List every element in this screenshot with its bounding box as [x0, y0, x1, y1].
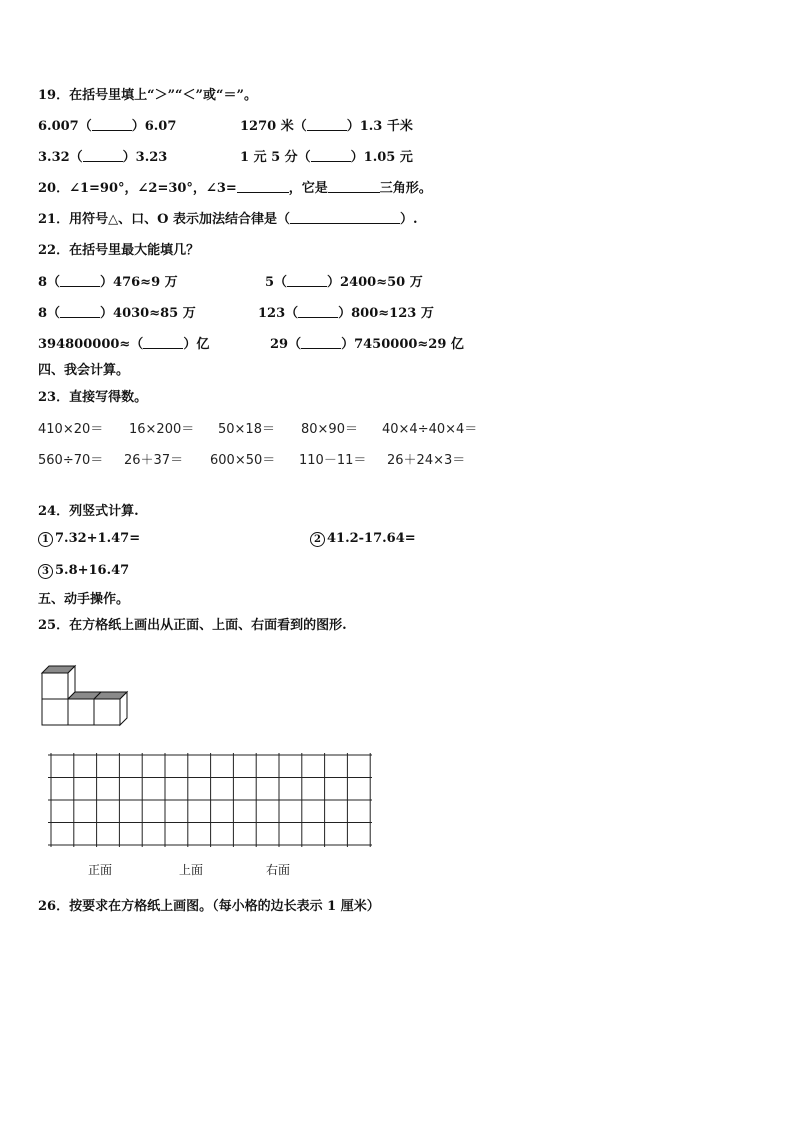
q26-title: 26．按要求在方格纸上画图。（每小格的边长表示 1 厘米）: [38, 899, 380, 914]
calc-item: 26＋24×3＝: [387, 453, 466, 468]
circled-number: 3: [38, 564, 53, 579]
vertical-calc-item-3: 3 5.8+16.47: [38, 563, 129, 579]
q24-title: 24．列竖式计算.: [38, 504, 139, 519]
q20: 20．∠1=90°，∠2=30°，∠3= ，它是 三角形。: [38, 181, 432, 196]
q19-item-1: 6.007（ ）6.07: [38, 119, 177, 134]
answer-blank[interactable]: [290, 211, 400, 224]
calc-item: 600×50＝: [210, 453, 276, 468]
q19-title: 19．在括号里填上“＞”“＜”或“＝”。: [38, 88, 257, 103]
answer-blank[interactable]: [311, 149, 351, 162]
q22-item-2: 5（ ）2400≈50 万: [265, 275, 423, 290]
answer-blank[interactable]: [92, 118, 132, 131]
calc-item: 560÷70＝: [38, 453, 104, 468]
q22-item-5: 394800000≈（ ）亿: [38, 337, 210, 352]
section-4-heading: 四、我会计算。: [38, 363, 130, 378]
label-top-view: 上面: [179, 863, 204, 877]
answer-blank[interactable]: [83, 149, 123, 162]
vertical-calc-item-1: 1 7.32+1.47=: [38, 531, 140, 547]
q22-item-1: 8（ ）476≈9 万: [38, 275, 178, 290]
answer-blank[interactable]: [60, 274, 100, 287]
label-front-view: 正面: [88, 863, 113, 877]
calc-item: 40×4÷40×4＝: [382, 422, 478, 437]
q23-title: 23．直接写得数。: [38, 390, 148, 405]
q22-item-3: 8（ ）4030≈85 万: [38, 306, 196, 321]
answer-blank[interactable]: [60, 305, 100, 318]
q19-item-3: 3.32（ ）3.23: [38, 150, 168, 165]
circled-number: 2: [310, 532, 325, 547]
q22-item-4: 123（ ）800≈123 万: [258, 306, 434, 321]
cube-stack-figure: [38, 660, 134, 728]
q19-item-4: 1 元 5 分（ ）1.05 元: [240, 150, 413, 165]
vertical-calc-item-2: 2 41.2-17.64=: [310, 531, 416, 547]
answer-blank[interactable]: [237, 180, 289, 193]
answer-blank[interactable]: [301, 336, 341, 349]
q25-title: 25．在方格纸上画出从正面、上面、右面看到的图形.: [38, 618, 347, 633]
calc-item: 80×90＝: [301, 422, 358, 437]
answer-blank[interactable]: [328, 180, 380, 193]
label-right-view: 右面: [266, 863, 291, 877]
q22-title: 22．在括号里最大能填几？: [38, 243, 200, 258]
answer-blank[interactable]: [287, 274, 327, 287]
calc-item: 110－11＝: [299, 453, 367, 468]
q21: 21．用符号△、口、O 表示加法结合律是（ ）.: [38, 212, 418, 227]
calc-item: 410×20＝: [38, 422, 104, 437]
q22-item-6: 29（ ）7450000≈29 亿: [270, 337, 464, 352]
section-5-heading: 五、动手操作。: [38, 592, 130, 607]
answer-blank[interactable]: [143, 336, 183, 349]
answer-blank[interactable]: [298, 305, 338, 318]
grid-paper[interactable]: [46, 753, 376, 849]
calc-item: 26＋37＝: [124, 453, 184, 468]
answer-blank[interactable]: [307, 118, 347, 131]
circled-number: 1: [38, 532, 53, 547]
q19-item-2: 1270 米（ ）1.3 千米: [240, 119, 413, 134]
calc-item: 16×200＝: [129, 422, 195, 437]
calc-item: 50×18＝: [218, 422, 275, 437]
